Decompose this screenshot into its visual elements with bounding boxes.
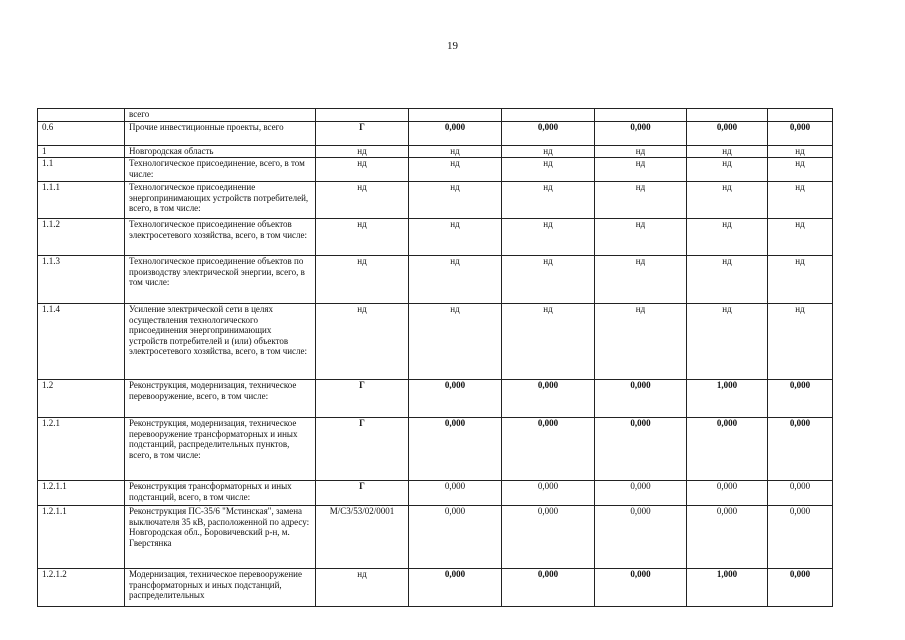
cell-value: нд bbox=[316, 256, 409, 304]
cell-value: 0,000 bbox=[768, 569, 833, 607]
table-row bbox=[38, 418, 833, 481]
row-name: Модернизация, техническое перевооружение трансформаторных и иных подстанций, распределительных bbox=[125, 569, 316, 607]
cell-value: нд bbox=[595, 146, 687, 158]
cell-value bbox=[409, 109, 502, 122]
cell-value: 0,000 bbox=[687, 481, 768, 506]
cell-value: 0,000 bbox=[768, 481, 833, 506]
cell-value bbox=[502, 109, 595, 122]
cell-value: 1,000 bbox=[687, 569, 768, 607]
cell-value: 0,000 bbox=[502, 380, 595, 418]
cell-value: нд bbox=[409, 304, 502, 380]
cell-value: нд bbox=[687, 219, 768, 256]
cell-value: нд bbox=[768, 146, 833, 158]
row-name: Технологическое присоединение энергопринимающих устройств потребителей, всего, в том числе: bbox=[125, 182, 316, 219]
cell-value: нд bbox=[687, 182, 768, 219]
table-row bbox=[38, 506, 833, 569]
row-name: Реконструкция ПС-35/6 "Мстинская", замена выключателя 35 кВ, расположенной по адресу: Новгородская обл., Боровичевский р-н, м. Гверстянка bbox=[125, 506, 316, 569]
cell-value: нд bbox=[409, 158, 502, 182]
cell-value: нд bbox=[595, 182, 687, 219]
row-name: Технологическое присоединение объектов электросетевого хозяйства, всего, в том числе: bbox=[125, 219, 316, 256]
table-row bbox=[38, 219, 833, 256]
cell-value: нд bbox=[502, 256, 595, 304]
cell-value: 0,000 bbox=[409, 481, 502, 506]
cell-value: 0,000 bbox=[409, 418, 502, 481]
row-name: всего bbox=[125, 109, 316, 122]
row-name: Усиление электрической сети в целях осуществления технологического присоединения энергопринимающих устройств потребителей и (или) объектов электросетевого хозяйства, всего, в том числе: bbox=[125, 304, 316, 380]
row-name: Реконструкция трансформаторных и иных подстанций, всего, в том числе: bbox=[125, 481, 316, 506]
cell-value bbox=[316, 109, 409, 122]
cell-value: 0,000 bbox=[502, 481, 595, 506]
table-row bbox=[38, 256, 833, 304]
cell-value: 0,000 bbox=[768, 506, 833, 569]
row-code: 1.2.1.1 bbox=[38, 506, 125, 569]
cell-value: 0,000 bbox=[595, 380, 687, 418]
cell-value: нд bbox=[316, 158, 409, 182]
table-row bbox=[38, 380, 833, 418]
cell-value: 0,000 bbox=[502, 418, 595, 481]
row-name: Технологическое присоединение объектов по производству электрической энергии, всего, в том числе: bbox=[125, 256, 316, 304]
cell-value bbox=[595, 109, 687, 122]
table-row bbox=[38, 569, 833, 607]
cell-value: 0,000 bbox=[502, 122, 595, 146]
row-code: 1.2.1.2 bbox=[38, 569, 125, 607]
cell-value: нд bbox=[316, 146, 409, 158]
cell-value: 0,000 bbox=[595, 569, 687, 607]
cell-value bbox=[768, 109, 833, 122]
cell-value: нд bbox=[768, 219, 833, 256]
page-number: 19 bbox=[447, 40, 458, 52]
cell-value: нд bbox=[768, 182, 833, 219]
cell-value: нд bbox=[595, 304, 687, 380]
cell-value: 0,000 bbox=[409, 506, 502, 569]
cell-value: нд bbox=[687, 158, 768, 182]
cell-value: Г bbox=[316, 418, 409, 481]
row-name: Реконструкция, модернизация, техническое перевооружение трансформаторных и иных подстанций, распределительных пунктов, всего, в том числе: bbox=[125, 418, 316, 481]
table-row bbox=[38, 146, 833, 158]
cell-value: нд bbox=[502, 182, 595, 219]
row-name: Новгородская область bbox=[125, 146, 316, 158]
cell-value: нд bbox=[409, 256, 502, 304]
cell-value: 0,000 bbox=[502, 506, 595, 569]
table-row bbox=[38, 481, 833, 506]
cell-value: нд bbox=[595, 158, 687, 182]
cell-value: Г bbox=[316, 122, 409, 146]
cell-value: нд bbox=[502, 304, 595, 380]
cell-value: нд bbox=[409, 182, 502, 219]
cell-value: нд bbox=[687, 146, 768, 158]
table-row bbox=[38, 158, 833, 182]
cell-value: 0,000 bbox=[595, 418, 687, 481]
row-code bbox=[38, 109, 125, 122]
cell-value: 0,000 bbox=[687, 122, 768, 146]
cell-value: 0,000 bbox=[768, 122, 833, 146]
row-code: 1.2 bbox=[38, 380, 125, 418]
cell-value: нд bbox=[768, 304, 833, 380]
cell-value: 0,000 bbox=[768, 418, 833, 481]
cell-value: нд bbox=[502, 158, 595, 182]
row-code: 1.1 bbox=[38, 158, 125, 182]
row-code: 1 bbox=[38, 146, 125, 158]
cell-value: нд bbox=[502, 219, 595, 256]
cell-value: нд bbox=[316, 219, 409, 256]
table-row bbox=[38, 122, 833, 146]
row-name: Прочие инвестиционные проекты, всего bbox=[125, 122, 316, 146]
cell-value: нд bbox=[595, 219, 687, 256]
cell-value: 0,000 bbox=[768, 380, 833, 418]
row-name: Реконструкция, модернизация, техническое перевооружение, всего, в том числе: bbox=[125, 380, 316, 418]
row-name: Технологическое присоединение, всего, в том числе: bbox=[125, 158, 316, 182]
row-code: 1.2.1 bbox=[38, 418, 125, 481]
table-row bbox=[38, 182, 833, 219]
cell-value: Г bbox=[316, 380, 409, 418]
cell-value: 0,000 bbox=[595, 122, 687, 146]
row-code: 1.1.4 bbox=[38, 304, 125, 380]
investment-table bbox=[37, 108, 833, 607]
table-row bbox=[38, 304, 833, 380]
cell-value: 0,000 bbox=[409, 569, 502, 607]
cell-value: 0,000 bbox=[409, 380, 502, 418]
cell-value: 0,000 bbox=[409, 122, 502, 146]
cell-value: нд bbox=[409, 219, 502, 256]
row-code: 1.1.3 bbox=[38, 256, 125, 304]
cell-value: Г bbox=[316, 481, 409, 506]
cell-value: 1,000 bbox=[687, 380, 768, 418]
cell-value: M/C3/53/02/0001 bbox=[316, 506, 409, 569]
cell-value: нд bbox=[316, 304, 409, 380]
row-code: 1.1.2 bbox=[38, 219, 125, 256]
cell-value: 0,000 bbox=[502, 569, 595, 607]
cell-value bbox=[687, 109, 768, 122]
cell-value: нд bbox=[316, 569, 409, 607]
cell-value: нд bbox=[595, 256, 687, 304]
cell-value: нд bbox=[502, 146, 595, 158]
table-row bbox=[38, 109, 833, 122]
cell-value: 0,000 bbox=[687, 418, 768, 481]
cell-value: нд bbox=[687, 304, 768, 380]
cell-value: нд bbox=[768, 256, 833, 304]
cell-value: нд bbox=[316, 182, 409, 219]
row-code: 1.1.1 bbox=[38, 182, 125, 219]
row-code: 0.6 bbox=[38, 122, 125, 146]
cell-value: 0,000 bbox=[687, 506, 768, 569]
cell-value: нд bbox=[687, 256, 768, 304]
row-code: 1.2.1.1 bbox=[38, 481, 125, 506]
cell-value: нд bbox=[768, 158, 833, 182]
cell-value: 0,000 bbox=[595, 506, 687, 569]
cell-value: 0,000 bbox=[595, 481, 687, 506]
cell-value: нд bbox=[409, 146, 502, 158]
